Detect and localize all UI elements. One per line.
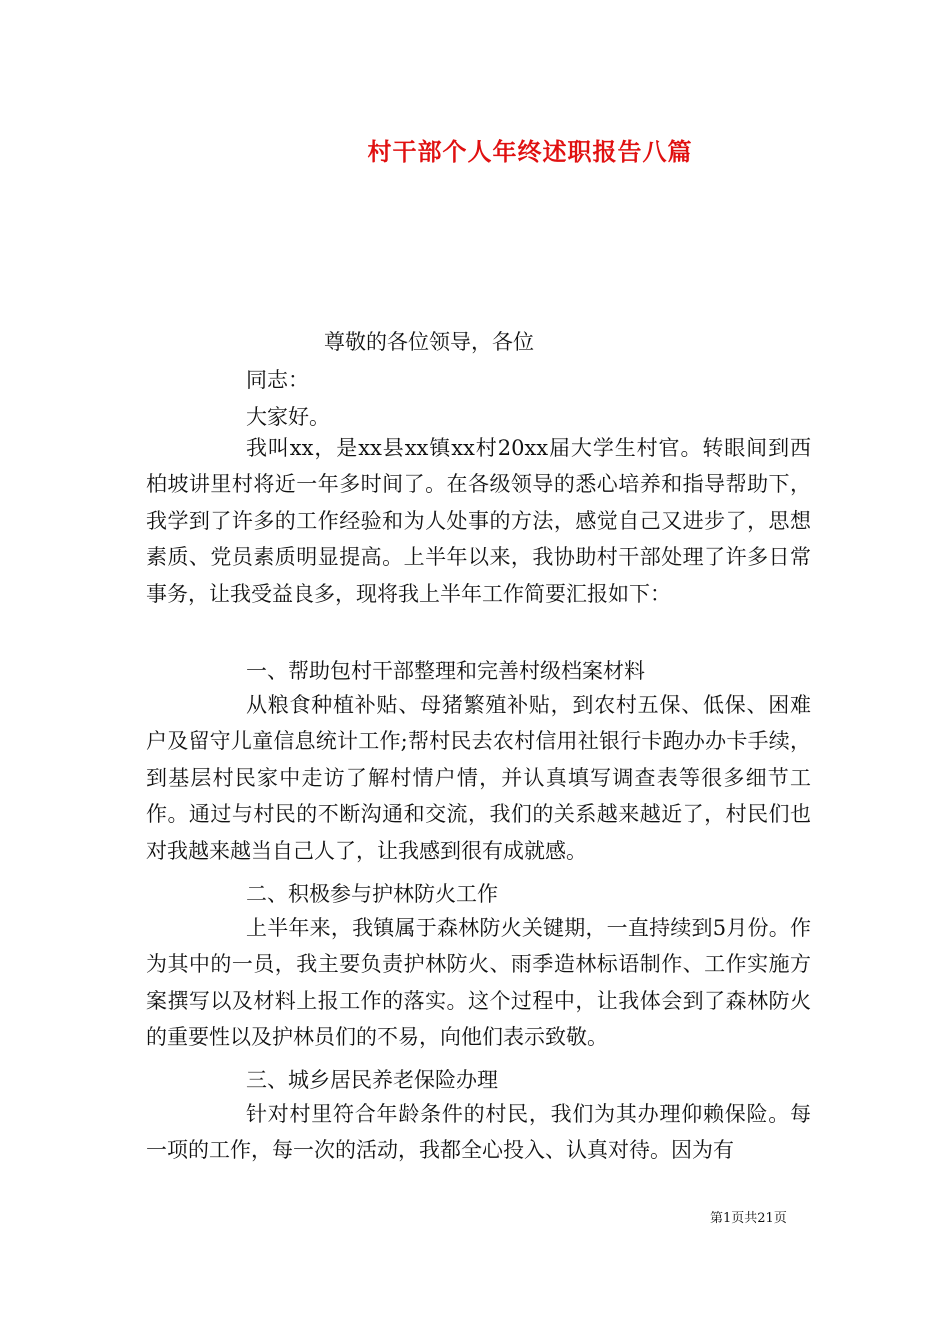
greeting-line-1: 尊敬的各位领导，各位 <box>324 330 534 354</box>
greeting-line-2: 同志： <box>246 368 309 392</box>
intro-text: 我叫xx，是xx县xx镇xx村20xx届大学生村官。转眼间到西柏坡讲里村将近一年多时间了。在各级领导的悉心培养和指导帮助下，我学到了许多的工作经验和为人处事的方法，感觉自己又进步了，思想素质、党员素质明显提高。上半年以来，我协助村干部处理了许多日常事务，让我受益良多，现将我上半年工作简要汇报如下： <box>146 436 811 606</box>
section1-paragraph <box>146 687 811 869</box>
intro-paragraph <box>146 430 811 612</box>
section2-text: 上半年来，我镇属于森林防火关键期，一直持续到5月份。作为其中的一员，我主要负责护林防火、雨季造林标语制作、工作实施方案撰写以及材料上报工作的落实。这个过程中，让我体会到了森林防火的重要性以及护林员们的不易，向他们表示致敬。 <box>146 916 811 1050</box>
section3-heading: 三、城乡居民养老保险办理 <box>246 1068 498 1092</box>
section2-heading: 二、积极参与护林防火工作 <box>246 882 498 906</box>
section1-text: 从粮食种植补贴、母猪繁殖补贴，到农村五保、低保、困难户及留守儿童信息统计工作;帮村民去农村信用社银行卡跑办办卡手续，到基层村民家中走访了解村情户情，并认真填写调查表等很多细节工作。通过与村民的不断沟通和交流，我们的关系越来越近了，村民们也对我越来越当自己人了，让我感到很有成就感。 <box>146 693 811 863</box>
section1-heading: 一、帮助包村干部整理和完善村级档案材料 <box>246 659 645 683</box>
section2-paragraph <box>146 910 811 1056</box>
hello-line: 大家好。 <box>246 405 330 429</box>
document-title: 村干部个人年终述职报告八篇 <box>367 137 693 166</box>
page-indicator: 第1页共21页 <box>710 1211 787 1226</box>
section3-text: 针对村里符合年龄条件的村民，我们为其办理仰赖保险。每一项的工作，每一次的活动，我都全心投入、认真对待。因为有 <box>146 1102 811 1163</box>
section3-paragraph <box>146 1096 811 1169</box>
